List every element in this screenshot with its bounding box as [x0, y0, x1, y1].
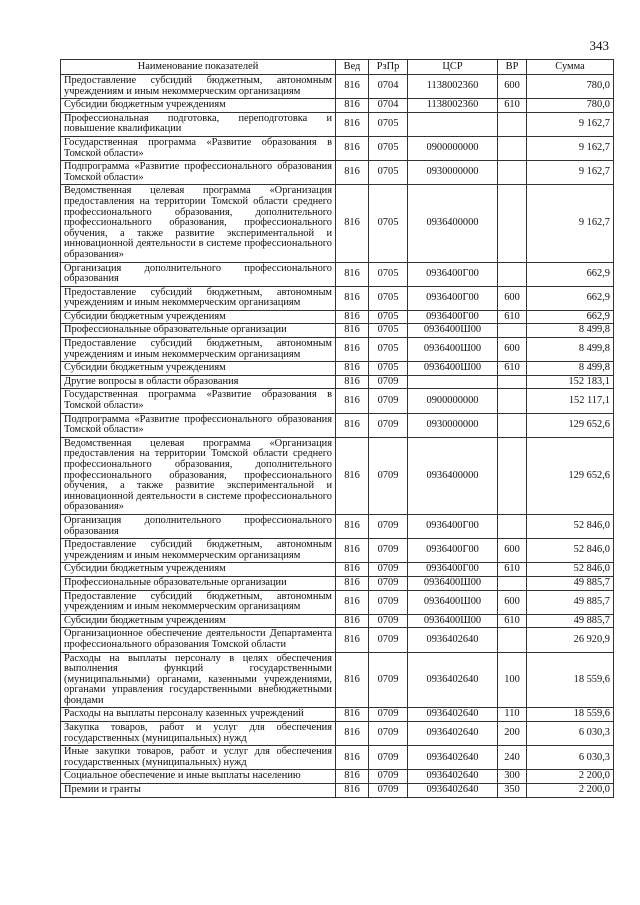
cell-name: Предоставление субсидий бюджетным, автономным учреждениям и иным некоммерческим организациям — [61, 590, 336, 614]
cell-csr: 0900000000 — [408, 389, 498, 413]
cell-ved: 816 — [336, 746, 369, 770]
cell-name: Закупка товаров, работ и услуг для обеспечения государственных (муниципальных) нужд — [61, 722, 336, 746]
cell-sum: 52 846,0 — [527, 514, 614, 538]
header-name: Наименование показателей — [61, 60, 336, 75]
cell-ved: 816 — [336, 75, 369, 99]
page-number: 343 — [589, 38, 609, 53]
cell-sum: 9 162,7 — [527, 185, 614, 262]
cell-rzpr: 0705 — [369, 262, 408, 286]
cell-rzpr: 0704 — [369, 99, 408, 113]
table-row — [61, 324, 614, 338]
cell-csr: 0936402640 — [408, 722, 498, 746]
cell-name: Государственная программа «Развитие образования в Томской области» — [61, 136, 336, 160]
cell-vr — [498, 136, 527, 160]
cell-sum: 8 499,8 — [527, 324, 614, 338]
cell-csr: 0936400000 — [408, 437, 498, 514]
header-csr: ЦСР — [408, 60, 498, 75]
cell-csr: 0936400Г00 — [408, 310, 498, 324]
cell-name: Организация дополнительного профессионального образования — [61, 514, 336, 538]
cell-ved: 816 — [336, 262, 369, 286]
cell-vr: 200 — [498, 722, 527, 746]
cell-sum: 49 885,7 — [527, 614, 614, 628]
cell-name: Субсидии бюджетным учреждениям — [61, 563, 336, 577]
cell-ved: 816 — [336, 614, 369, 628]
cell-vr — [498, 262, 527, 286]
budget-table — [60, 59, 614, 798]
cell-name: Государственная программа «Развитие образования в Томской области» — [61, 389, 336, 413]
cell-ved: 816 — [336, 185, 369, 262]
table-row — [61, 413, 614, 437]
cell-sum: 780,0 — [527, 75, 614, 99]
cell-vr: 110 — [498, 708, 527, 722]
header-sum: Сумма — [527, 60, 614, 75]
cell-rzpr: 0705 — [369, 161, 408, 185]
cell-ved: 816 — [336, 708, 369, 722]
cell-sum: 2 200,0 — [527, 770, 614, 784]
cell-vr: 610 — [498, 362, 527, 376]
cell-ved: 816 — [336, 310, 369, 324]
table-row — [61, 628, 614, 652]
table-row — [61, 262, 614, 286]
cell-vr — [498, 161, 527, 185]
table-row — [61, 161, 614, 185]
cell-vr: 240 — [498, 746, 527, 770]
table-row — [61, 784, 614, 798]
cell-sum: 8 499,8 — [527, 338, 614, 362]
cell-name: Профессиональные образовательные организации — [61, 576, 336, 590]
cell-csr: 0936402640 — [408, 628, 498, 652]
table-row — [61, 722, 614, 746]
cell-name: Профессиональные образовательные организации — [61, 324, 336, 338]
cell-vr — [498, 112, 527, 136]
table-row — [61, 590, 614, 614]
cell-sum: 152 183,1 — [527, 375, 614, 389]
cell-sum: 52 846,0 — [527, 539, 614, 563]
cell-sum: 52 846,0 — [527, 563, 614, 577]
cell-sum: 6 030,3 — [527, 722, 614, 746]
table-row — [61, 770, 614, 784]
cell-name: Предоставление субсидий бюджетным, автономным учреждениям и иным некоммерческим организациям — [61, 75, 336, 99]
cell-sum: 662,9 — [527, 310, 614, 324]
cell-rzpr: 0705 — [369, 185, 408, 262]
cell-vr: 600 — [498, 539, 527, 563]
cell-sum: 49 885,7 — [527, 576, 614, 590]
cell-rzpr: 0709 — [369, 784, 408, 798]
cell-rzpr: 0709 — [369, 708, 408, 722]
cell-vr: 610 — [498, 614, 527, 628]
cell-rzpr: 0705 — [369, 324, 408, 338]
cell-csr: 0930000000 — [408, 161, 498, 185]
cell-vr: 610 — [498, 563, 527, 577]
table-row — [61, 75, 614, 99]
cell-name: Расходы на выплаты персоналу казенных учреждений — [61, 708, 336, 722]
table-row — [61, 614, 614, 628]
cell-csr: 0936402640 — [408, 770, 498, 784]
cell-csr: 0936402640 — [408, 746, 498, 770]
cell-ved: 816 — [336, 590, 369, 614]
cell-name: Предоставление субсидий бюджетным, автономным учреждениям и иным некоммерческим организациям — [61, 286, 336, 310]
cell-ved: 816 — [336, 413, 369, 437]
cell-vr — [498, 514, 527, 538]
cell-vr — [498, 628, 527, 652]
cell-sum: 18 559,6 — [527, 652, 614, 708]
cell-rzpr: 0709 — [369, 770, 408, 784]
cell-rzpr: 0705 — [369, 338, 408, 362]
cell-csr: 0936402640 — [408, 652, 498, 708]
cell-rzpr: 0709 — [369, 746, 408, 770]
cell-ved: 816 — [336, 652, 369, 708]
cell-vr: 350 — [498, 784, 527, 798]
cell-ved: 816 — [336, 770, 369, 784]
cell-vr: 600 — [498, 338, 527, 362]
cell-csr: 0900000000 — [408, 136, 498, 160]
cell-ved: 816 — [336, 136, 369, 160]
cell-rzpr: 0709 — [369, 375, 408, 389]
cell-ved: 816 — [336, 563, 369, 577]
cell-ved: 816 — [336, 362, 369, 376]
cell-name: Премии и гранты — [61, 784, 336, 798]
cell-csr: 0936400Г00 — [408, 514, 498, 538]
cell-rzpr: 0709 — [369, 539, 408, 563]
cell-rzpr: 0705 — [369, 286, 408, 310]
table-row — [61, 514, 614, 538]
cell-csr: 1138002360 — [408, 99, 498, 113]
cell-sum: 129 652,6 — [527, 413, 614, 437]
cell-ved: 816 — [336, 324, 369, 338]
cell-csr: 0936400000 — [408, 185, 498, 262]
cell-name: Профессиональная подготовка, переподготовка и повышение квалификации — [61, 112, 336, 136]
table-row — [61, 338, 614, 362]
cell-name: Социальное обеспечение и иные выплаты населению — [61, 770, 336, 784]
cell-vr — [498, 375, 527, 389]
cell-csr: 0936400Г00 — [408, 539, 498, 563]
cell-name: Подпрограмма «Развитие профессионального образования Томской области» — [61, 413, 336, 437]
cell-sum: 152 117,1 — [527, 389, 614, 413]
table-row — [61, 375, 614, 389]
cell-vr: 610 — [498, 310, 527, 324]
cell-rzpr: 0709 — [369, 652, 408, 708]
cell-ved: 816 — [336, 784, 369, 798]
table-row — [61, 362, 614, 376]
cell-sum: 2 200,0 — [527, 784, 614, 798]
cell-ved: 816 — [336, 99, 369, 113]
cell-name: Расходы на выплаты персоналу в целях обеспечения выполнения функций государственными (муниципальными) органами, казенными учреждениями, органами управления государственными внебюджетными фондами — [61, 652, 336, 708]
cell-vr — [498, 185, 527, 262]
cell-rzpr: 0705 — [369, 362, 408, 376]
header-rzpr: РзПр — [369, 60, 408, 75]
table-body — [61, 75, 614, 798]
cell-name: Другие вопросы в области образования — [61, 375, 336, 389]
cell-ved: 816 — [336, 539, 369, 563]
cell-sum: 9 162,7 — [527, 136, 614, 160]
cell-ved: 816 — [336, 389, 369, 413]
cell-name: Подпрограмма «Развитие профессионального образования Томской области» — [61, 161, 336, 185]
cell-rzpr: 0705 — [369, 136, 408, 160]
cell-rzpr: 0709 — [369, 389, 408, 413]
cell-csr: 0936400Г00 — [408, 262, 498, 286]
table-row — [61, 563, 614, 577]
table-header-row — [61, 60, 614, 75]
cell-csr: 0936400Г00 — [408, 563, 498, 577]
cell-csr: 1138002360 — [408, 75, 498, 99]
cell-sum: 49 885,7 — [527, 590, 614, 614]
cell-vr: 600 — [498, 75, 527, 99]
cell-csr: 0936400Ш00 — [408, 338, 498, 362]
cell-csr: 0936400Ш00 — [408, 576, 498, 590]
cell-vr: 100 — [498, 652, 527, 708]
cell-csr: 0936400Г00 — [408, 286, 498, 310]
table-row — [61, 746, 614, 770]
cell-rzpr: 0705 — [369, 112, 408, 136]
cell-sum: 780,0 — [527, 99, 614, 113]
cell-ved: 816 — [336, 628, 369, 652]
cell-vr: 600 — [498, 286, 527, 310]
cell-name: Субсидии бюджетным учреждениям — [61, 310, 336, 324]
table-row — [61, 539, 614, 563]
header-vr: ВР — [498, 60, 527, 75]
table-row — [61, 112, 614, 136]
cell-csr: 0930000000 — [408, 413, 498, 437]
cell-rzpr: 0709 — [369, 614, 408, 628]
cell-name: Субсидии бюджетным учреждениям — [61, 99, 336, 113]
cell-rzpr: 0709 — [369, 576, 408, 590]
cell-rzpr: 0709 — [369, 590, 408, 614]
cell-csr: 0936400Ш00 — [408, 362, 498, 376]
cell-rzpr: 0705 — [369, 310, 408, 324]
cell-name: Организация дополнительного профессионального образования — [61, 262, 336, 286]
table-row — [61, 310, 614, 324]
cell-csr: 0936400Ш00 — [408, 614, 498, 628]
cell-sum: 8 499,8 — [527, 362, 614, 376]
cell-csr: 0936400Ш00 — [408, 590, 498, 614]
cell-ved: 816 — [336, 576, 369, 590]
cell-name: Ведомственная целевая программа «Организация предоставления на территории Томской области среднего профессионального образования, дополнительного профессионального образования, профессионального обучения, а также развитие экспериментальной и инновационной деятельности в системе профессионального образования» — [61, 185, 336, 262]
cell-vr — [498, 389, 527, 413]
cell-name: Субсидии бюджетным учреждениям — [61, 614, 336, 628]
cell-csr: 0936402640 — [408, 784, 498, 798]
cell-ved: 816 — [336, 514, 369, 538]
cell-csr — [408, 112, 498, 136]
cell-name: Ведомственная целевая программа «Организация предоставления на территории Томской области среднего профессионального образования, дополнительного профессионального образования, профессионального обучения, а также развитие экспериментальной и инновационной деятельности в системе профессионального образования» — [61, 437, 336, 514]
table-row — [61, 437, 614, 514]
cell-name: Иные закупки товаров, работ и услуг для обеспечения государственных (муниципальных) нужд — [61, 746, 336, 770]
cell-ved: 816 — [336, 161, 369, 185]
table-row — [61, 286, 614, 310]
cell-name: Предоставление субсидий бюджетным, автономным учреждениям и иным некоммерческим организациям — [61, 539, 336, 563]
cell-csr: 0936400Ш00 — [408, 324, 498, 338]
cell-sum: 9 162,7 — [527, 161, 614, 185]
cell-ved: 816 — [336, 112, 369, 136]
cell-ved: 816 — [336, 722, 369, 746]
cell-sum: 6 030,3 — [527, 746, 614, 770]
table-row — [61, 136, 614, 160]
cell-vr: 610 — [498, 99, 527, 113]
cell-ved: 816 — [336, 286, 369, 310]
table-row — [61, 576, 614, 590]
cell-rzpr: 0709 — [369, 722, 408, 746]
cell-name: Субсидии бюджетным учреждениям — [61, 362, 336, 376]
table-row — [61, 708, 614, 722]
cell-vr — [498, 576, 527, 590]
table-row — [61, 99, 614, 113]
cell-vr — [498, 413, 527, 437]
cell-vr: 300 — [498, 770, 527, 784]
cell-rzpr: 0709 — [369, 514, 408, 538]
cell-ved: 816 — [336, 437, 369, 514]
cell-rzpr: 0709 — [369, 413, 408, 437]
cell-rzpr: 0704 — [369, 75, 408, 99]
cell-rzpr: 0709 — [369, 563, 408, 577]
cell-rzpr: 0709 — [369, 437, 408, 514]
cell-vr: 600 — [498, 590, 527, 614]
cell-sum: 662,9 — [527, 286, 614, 310]
cell-sum: 18 559,6 — [527, 708, 614, 722]
cell-ved: 816 — [336, 375, 369, 389]
cell-name: Организационное обеспечение деятельности Департамента профессионального образования Томской области — [61, 628, 336, 652]
cell-csr: 0936402640 — [408, 708, 498, 722]
cell-csr — [408, 375, 498, 389]
table-row — [61, 185, 614, 262]
header-ved: Вед — [336, 60, 369, 75]
cell-rzpr: 0709 — [369, 628, 408, 652]
cell-sum: 129 652,6 — [527, 437, 614, 514]
cell-sum: 662,9 — [527, 262, 614, 286]
table-row — [61, 389, 614, 413]
table-row — [61, 652, 614, 708]
cell-vr — [498, 437, 527, 514]
cell-name: Предоставление субсидий бюджетным, автономным учреждениям и иным некоммерческим организациям — [61, 338, 336, 362]
cell-vr — [498, 324, 527, 338]
cell-ved: 816 — [336, 338, 369, 362]
cell-sum: 26 920,9 — [527, 628, 614, 652]
cell-sum: 9 162,7 — [527, 112, 614, 136]
